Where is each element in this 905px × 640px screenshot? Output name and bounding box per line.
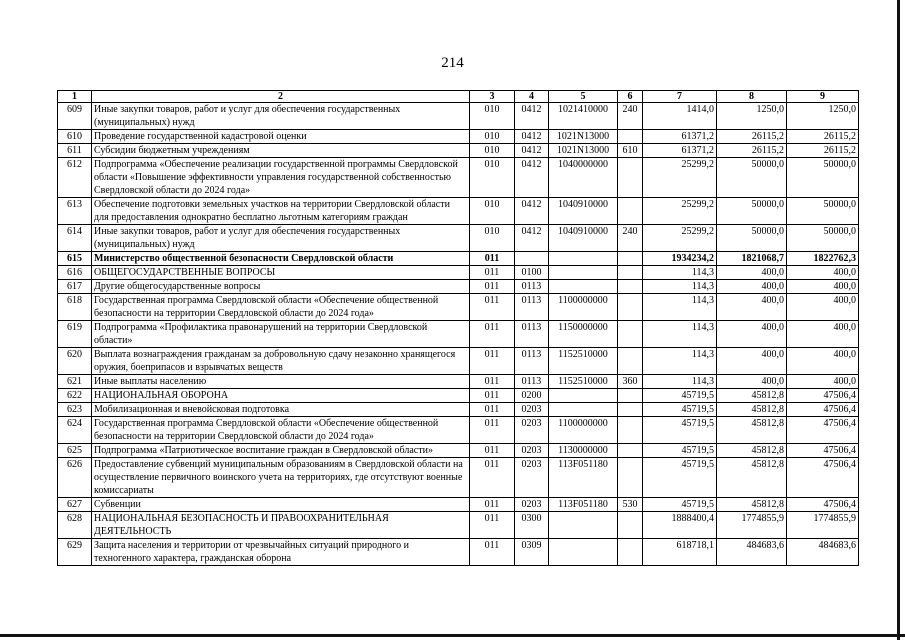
- section-code-cell: 0200: [515, 389, 549, 403]
- target-code-cell: 113F051180: [549, 498, 618, 512]
- amount-col8-cell: 400,0: [717, 321, 787, 348]
- ministry-code-cell: 011: [470, 512, 515, 539]
- amount-col7-cell: 1414,0: [643, 103, 717, 130]
- amount-col7-cell: 114,3: [643, 280, 717, 294]
- expense-type-cell: 360: [618, 375, 643, 389]
- target-code-cell: 1130000000: [549, 444, 618, 458]
- amount-col9-cell: 47506,4: [787, 417, 859, 444]
- row-number-cell: 614: [58, 225, 92, 252]
- ministry-code-cell: 011: [470, 321, 515, 348]
- amount-col8-cell: 400,0: [717, 294, 787, 321]
- target-code-cell: 1150000000: [549, 321, 618, 348]
- row-name-cell: Защита населения и территории от чрезвычайных ситуаций природного и техногенного характера, гражданская оборона: [92, 539, 470, 566]
- target-code-cell: 113F051180: [549, 458, 618, 498]
- column-header: 6: [618, 91, 643, 103]
- ministry-code-cell: 011: [470, 458, 515, 498]
- row-number-cell: 613: [58, 198, 92, 225]
- row-number-cell: 617: [58, 280, 92, 294]
- expense-type-cell: [618, 252, 643, 266]
- ministry-code-cell: 010: [470, 144, 515, 158]
- section-code-cell: 0113: [515, 280, 549, 294]
- ministry-code-cell: 011: [470, 348, 515, 375]
- section-code-cell: 0412: [515, 225, 549, 252]
- column-header: 4: [515, 91, 549, 103]
- expense-type-cell: [618, 130, 643, 144]
- amount-col7-cell: 45719,5: [643, 389, 717, 403]
- row-number-cell: 618: [58, 294, 92, 321]
- table-row: [58, 252, 859, 266]
- amount-col7-cell: 114,3: [643, 266, 717, 280]
- amount-col9-cell: 400,0: [787, 348, 859, 375]
- row-name-cell: НАЦИОНАЛЬНАЯ ОБОРОНА: [92, 389, 470, 403]
- amount-col9-cell: 1774855,9: [787, 512, 859, 539]
- ministry-code-cell: 011: [470, 539, 515, 566]
- section-code-cell: 0309: [515, 539, 549, 566]
- target-code-cell: [549, 389, 618, 403]
- amount-col7-cell: 45719,5: [643, 444, 717, 458]
- row-name-cell: Обеспечение подготовки земельных участков на территории Свердловской области для предоставления однократно бесплатно льготным категориям граждан: [92, 198, 470, 225]
- expense-type-cell: [618, 198, 643, 225]
- amount-col9-cell: 400,0: [787, 294, 859, 321]
- row-number-cell: 627: [58, 498, 92, 512]
- ministry-code-cell: 011: [470, 294, 515, 321]
- table-row: [58, 321, 859, 348]
- row-number-cell: 622: [58, 389, 92, 403]
- amount-col8-cell: 45812,8: [717, 444, 787, 458]
- ministry-code-cell: 011: [470, 266, 515, 280]
- table-row: [58, 348, 859, 375]
- amount-col7-cell: 618718,1: [643, 539, 717, 566]
- amount-col8-cell: 45812,8: [717, 389, 787, 403]
- table-row: [58, 198, 859, 225]
- expense-type-cell: [618, 158, 643, 198]
- ministry-code-cell: 011: [470, 252, 515, 266]
- expense-type-cell: [618, 539, 643, 566]
- target-code-cell: 1100000000: [549, 294, 618, 321]
- amount-col8-cell: 1821068,7: [717, 252, 787, 266]
- row-number-cell: 628: [58, 512, 92, 539]
- amount-col9-cell: 50000,0: [787, 225, 859, 252]
- column-header: 2: [92, 91, 470, 103]
- row-name-cell: Подпрограмма «Обеспечение реализации государственной программы Свердловской области «Повышение эффективности управления государственной собственностью Свердловской области до 2024 года»: [92, 158, 470, 198]
- row-number-cell: 615: [58, 252, 92, 266]
- row-number-cell: 621: [58, 375, 92, 389]
- target-code-cell: [549, 266, 618, 280]
- amount-col9-cell: 400,0: [787, 266, 859, 280]
- amount-col8-cell: 45812,8: [717, 458, 787, 498]
- column-header: 5: [549, 91, 618, 103]
- ministry-code-cell: 010: [470, 198, 515, 225]
- page-number: 214: [441, 55, 464, 71]
- row-name-cell: Выплата вознаграждения гражданам за добровольную сдачу незаконно хранящегося оружия, боеприпасов и взрывчатых веществ: [92, 348, 470, 375]
- amount-col8-cell: 400,0: [717, 266, 787, 280]
- section-code-cell: 0412: [515, 198, 549, 225]
- column-header: 8: [717, 91, 787, 103]
- row-name-cell: Мобилизационная и вневойсковая подготовка: [92, 403, 470, 417]
- amount-col9-cell: 47506,4: [787, 403, 859, 417]
- expense-type-cell: [618, 280, 643, 294]
- amount-col9-cell: 47506,4: [787, 458, 859, 498]
- section-code-cell: 0412: [515, 103, 549, 130]
- expense-type-cell: [618, 321, 643, 348]
- row-name-cell: Иные выплаты населению: [92, 375, 470, 389]
- expense-type-cell: [618, 266, 643, 280]
- amount-col8-cell: 400,0: [717, 348, 787, 375]
- table-row: [58, 512, 859, 539]
- amount-col9-cell: 47506,4: [787, 389, 859, 403]
- amount-col7-cell: 114,3: [643, 321, 717, 348]
- section-code-cell: 0203: [515, 458, 549, 498]
- page-frame-right: [897, 0, 900, 640]
- expense-type-cell: 610: [618, 144, 643, 158]
- ministry-code-cell: 011: [470, 375, 515, 389]
- table-row: [58, 266, 859, 280]
- row-number-cell: 626: [58, 458, 92, 498]
- expense-type-cell: [618, 389, 643, 403]
- target-code-cell: 1021410000: [549, 103, 618, 130]
- amount-col7-cell: 1934234,2: [643, 252, 717, 266]
- amount-col8-cell: 26115,2: [717, 130, 787, 144]
- target-code-cell: [549, 512, 618, 539]
- table-row: [58, 280, 859, 294]
- section-code-cell: 0412: [515, 158, 549, 198]
- expense-type-cell: [618, 294, 643, 321]
- target-code-cell: 1152510000: [549, 375, 618, 389]
- ministry-code-cell: 011: [470, 403, 515, 417]
- section-code-cell: 0203: [515, 403, 549, 417]
- amount-col7-cell: 45719,5: [643, 498, 717, 512]
- amount-col8-cell: 400,0: [717, 280, 787, 294]
- budget-table: [57, 90, 859, 566]
- table-row: [58, 389, 859, 403]
- target-code-cell: 1040910000: [549, 225, 618, 252]
- amount-col8-cell: 50000,0: [717, 225, 787, 252]
- amount-col8-cell: 45812,8: [717, 403, 787, 417]
- table-row: [58, 403, 859, 417]
- amount-col9-cell: 400,0: [787, 375, 859, 389]
- row-name-cell: Подпрограмма «Патриотическое воспитание граждан в Свердловской области»: [92, 444, 470, 458]
- section-code-cell: [515, 252, 549, 266]
- table-row: [58, 375, 859, 389]
- row-number-cell: 625: [58, 444, 92, 458]
- amount-col9-cell: 400,0: [787, 321, 859, 348]
- target-code-cell: 1021N13000: [549, 144, 618, 158]
- section-code-cell: 0203: [515, 444, 549, 458]
- page-frame-bottom: [0, 634, 905, 637]
- row-name-cell: ОБЩЕГОСУДАРСТВЕННЫЕ ВОПРОСЫ: [92, 266, 470, 280]
- table-row: [58, 103, 859, 130]
- amount-col9-cell: 484683,6: [787, 539, 859, 566]
- section-code-cell: 0113: [515, 294, 549, 321]
- amount-col7-cell: 45719,5: [643, 403, 717, 417]
- row-name-cell: Министерство общественной безопасности Свердловской области: [92, 252, 470, 266]
- amount-col8-cell: 400,0: [717, 375, 787, 389]
- amount-col7-cell: 61371,2: [643, 144, 717, 158]
- amount-col7-cell: 114,3: [643, 348, 717, 375]
- expense-type-cell: 240: [618, 103, 643, 130]
- row-name-cell: Иные закупки товаров, работ и услуг для обеспечения государственных (муниципальных) нужд: [92, 103, 470, 130]
- row-name-cell: Государственная программа Свердловской области «Обеспечение общественной безопасности на территории Свердловской области до 2024 года»: [92, 294, 470, 321]
- table-header-row: [58, 91, 859, 103]
- ministry-code-cell: 010: [470, 103, 515, 130]
- table-row: [58, 144, 859, 158]
- amount-col9-cell: 47506,4: [787, 498, 859, 512]
- amount-col9-cell: 47506,4: [787, 444, 859, 458]
- ministry-code-cell: 011: [470, 417, 515, 444]
- amount-col8-cell: 50000,0: [717, 158, 787, 198]
- amount-col7-cell: 45719,5: [643, 458, 717, 498]
- row-name-cell: Государственная программа Свердловской области «Обеспечение общественной безопасности на территории Свердловской области до 2024 года»: [92, 417, 470, 444]
- table-row: [58, 458, 859, 498]
- target-code-cell: 1021N13000: [549, 130, 618, 144]
- amount-col7-cell: 61371,2: [643, 130, 717, 144]
- amount-col7-cell: 45719,5: [643, 417, 717, 444]
- amount-col9-cell: 1822762,3: [787, 252, 859, 266]
- target-code-cell: 1100000000: [549, 417, 618, 444]
- row-number-cell: 612: [58, 158, 92, 198]
- target-code-cell: 1040000000: [549, 158, 618, 198]
- section-code-cell: 0412: [515, 144, 549, 158]
- amount-col7-cell: 25299,2: [643, 158, 717, 198]
- table-row: [58, 444, 859, 458]
- section-code-cell: 0203: [515, 417, 549, 444]
- ministry-code-cell: 011: [470, 280, 515, 294]
- row-number-cell: 609: [58, 103, 92, 130]
- ministry-code-cell: 011: [470, 498, 515, 512]
- row-name-cell: НАЦИОНАЛЬНАЯ БЕЗОПАСНОСТЬ И ПРАВООХРАНИТЕЛЬНАЯ ДЕЯТЕЛЬНОСТЬ: [92, 512, 470, 539]
- target-code-cell: [549, 539, 618, 566]
- row-name-cell: Проведение государственной кадастровой оценки: [92, 130, 470, 144]
- expense-type-cell: 530: [618, 498, 643, 512]
- row-name-cell: Иные закупки товаров, работ и услуг для обеспечения государственных (муниципальных) нужд: [92, 225, 470, 252]
- section-code-cell: 0203: [515, 498, 549, 512]
- row-name-cell: Субсидии бюджетным учреждениям: [92, 144, 470, 158]
- table-row: [58, 158, 859, 198]
- expense-type-cell: 240: [618, 225, 643, 252]
- table-row: [58, 130, 859, 144]
- section-code-cell: 0412: [515, 130, 549, 144]
- amount-col7-cell: 114,3: [643, 294, 717, 321]
- row-number-cell: 624: [58, 417, 92, 444]
- section-code-cell: 0113: [515, 348, 549, 375]
- amount-col8-cell: 484683,6: [717, 539, 787, 566]
- expense-type-cell: [618, 417, 643, 444]
- amount-col8-cell: 45812,8: [717, 417, 787, 444]
- column-header: 7: [643, 91, 717, 103]
- row-number-cell: 616: [58, 266, 92, 280]
- target-code-cell: 1152510000: [549, 348, 618, 375]
- ministry-code-cell: 010: [470, 158, 515, 198]
- expense-type-cell: [618, 458, 643, 498]
- row-number-cell: 610: [58, 130, 92, 144]
- row-number-cell: 629: [58, 539, 92, 566]
- amount-col7-cell: 25299,2: [643, 225, 717, 252]
- row-name-cell: Подпрограмма «Профилактика правонарушений на территории Свердловской области»: [92, 321, 470, 348]
- section-code-cell: 0113: [515, 375, 549, 389]
- expense-type-cell: [618, 512, 643, 539]
- amount-col8-cell: 45812,8: [717, 498, 787, 512]
- ministry-code-cell: 011: [470, 444, 515, 458]
- row-number-cell: 623: [58, 403, 92, 417]
- expense-type-cell: [618, 403, 643, 417]
- section-code-cell: 0113: [515, 321, 549, 348]
- amount-col7-cell: 114,3: [643, 375, 717, 389]
- amount-col9-cell: 26115,2: [787, 144, 859, 158]
- row-number-cell: 619: [58, 321, 92, 348]
- amount-col9-cell: 50000,0: [787, 158, 859, 198]
- target-code-cell: [549, 252, 618, 266]
- amount-col9-cell: 400,0: [787, 280, 859, 294]
- row-name-cell: Субвенции: [92, 498, 470, 512]
- amount-col9-cell: 50000,0: [787, 198, 859, 225]
- table-row: [58, 294, 859, 321]
- row-name-cell: Другие общегосударственные вопросы: [92, 280, 470, 294]
- amount-col8-cell: 1250,0: [717, 103, 787, 130]
- ministry-code-cell: 010: [470, 130, 515, 144]
- amount-col8-cell: 26115,2: [717, 144, 787, 158]
- amount-col9-cell: 26115,2: [787, 130, 859, 144]
- amount-col8-cell: 1774855,9: [717, 512, 787, 539]
- amount-col9-cell: 1250,0: [787, 103, 859, 130]
- expense-type-cell: [618, 348, 643, 375]
- row-name-cell: Предоставление субвенций муниципальным образованиям в Свердловской области на осуществление первичного воинского учета на территориях, где отсутствуют военные комиссариаты: [92, 458, 470, 498]
- row-number-cell: 620: [58, 348, 92, 375]
- target-code-cell: 1040910000: [549, 198, 618, 225]
- expense-type-cell: [618, 444, 643, 458]
- column-header: 1: [58, 91, 92, 103]
- column-header: 3: [470, 91, 515, 103]
- ministry-code-cell: 010: [470, 225, 515, 252]
- target-code-cell: [549, 280, 618, 294]
- table-row: [58, 417, 859, 444]
- table-row: [58, 539, 859, 566]
- table-row: [58, 498, 859, 512]
- amount-col8-cell: 50000,0: [717, 198, 787, 225]
- section-code-cell: 0300: [515, 512, 549, 539]
- row-number-cell: 611: [58, 144, 92, 158]
- column-header: 9: [787, 91, 859, 103]
- amount-col7-cell: 1888400,4: [643, 512, 717, 539]
- section-code-cell: 0100: [515, 266, 549, 280]
- table-row: [58, 225, 859, 252]
- ministry-code-cell: 011: [470, 389, 515, 403]
- table-body: [58, 103, 859, 566]
- target-code-cell: [549, 403, 618, 417]
- amount-col7-cell: 25299,2: [643, 198, 717, 225]
